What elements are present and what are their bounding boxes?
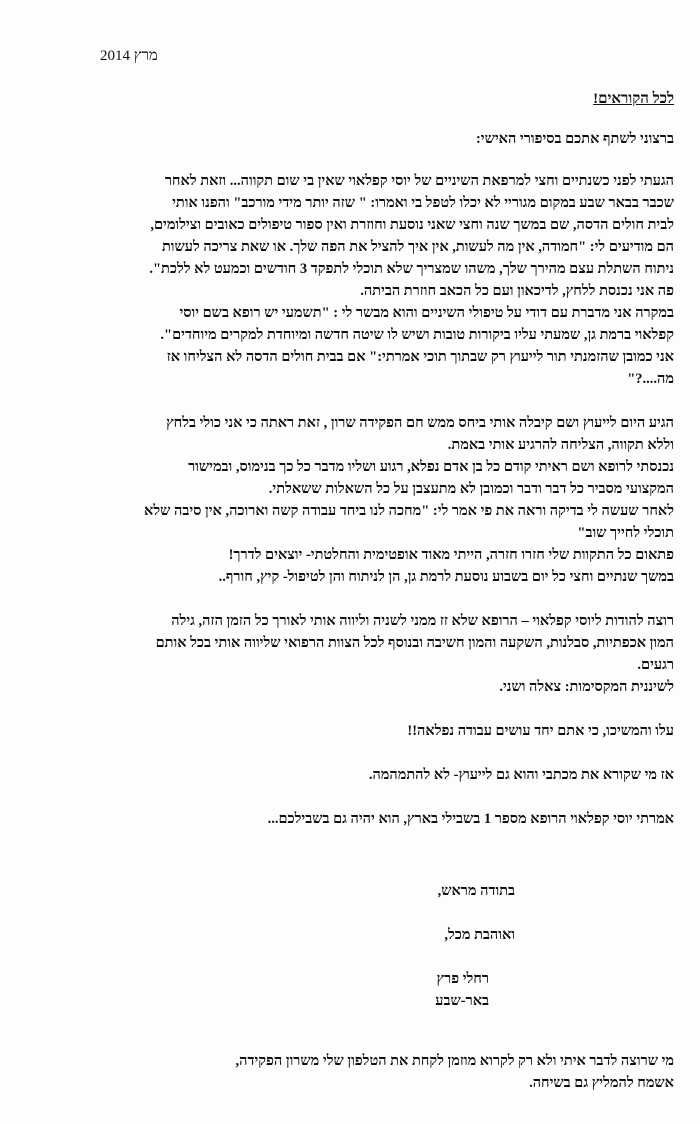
text-line: רוצה להודות ליוסי קפלאוי – הרופא שלא זז ממני לשניה וליווה אותי לאורך כל הזמן הזה, גילה — [171, 613, 674, 629]
text-line: שכבר בבאר שבע במקום מגוריי לא יכלו לטפל בי ואמרו: " שזה יותר מידי מורכב" והפנו אותי — [172, 195, 674, 211]
text-line: אני כמובן שהזמנתי תור לייעוץ רק שבתוך תוכי אמרתי:" אם בבית חולים הדסה לא הצליחו אז — [166, 349, 674, 365]
paragraph-thanks — [28, 610, 674, 698]
paragraph-consultation — [28, 412, 674, 588]
letter-intro: ברצוני לשתף אתכם בסיפורי האישי: — [475, 131, 674, 147]
text-line: תוכלי לחייך שוב" — [577, 525, 674, 541]
text-line: המון אכפתיות, סבלנות, השקעה והמון חשיבה ובנוסף לכל הצוות הרפואי שליווה אותי בכל אותם — [155, 635, 674, 651]
paragraph-encourage — [28, 720, 674, 742]
letter-body — [28, 88, 674, 852]
text-line: המקצועי מסביר כל דבר ודבר וכמובן לא מתעצבן על כל השאלות ששאלתי. — [268, 481, 674, 497]
text-line: לשיננית המקסימות: צאלה ושני. — [499, 679, 674, 695]
letter-postscript — [28, 1050, 674, 1094]
text-line: פה אני נכנסת ללחץ, לדיכאון ועם כל הכאב חוזרת הביתה. — [360, 283, 674, 299]
text-line: הגעתי לפני כשנתיים וחצי למרפאת השיניים של יוסי קפלאוי שאין בי שום תקווה... וזאת לאחר — [164, 173, 674, 189]
text-line: וללא תקווה, הצליחה להרגיע אותי באמת. — [447, 437, 674, 453]
signoff-name: רחלי פרץ — [436, 971, 489, 987]
text-line: במשך שנתיים וחצי כל יום בשבוע נוסעת לרמת גן, הן לניתוח והן לטיפול- קיץ, חורף.. — [218, 569, 674, 585]
text-line: עלו והמשיכו, כי אתם יחד עושים עבודה נפלאה!! — [407, 723, 674, 739]
letter-date: מרץ 2014 — [100, 48, 158, 64]
text-line: נכנסתי לרופא ושם ראיתי קודם כל בן אדם נפלא, רגוע ושליו מדבר כל כך בנימוס, ובמישור — [188, 459, 674, 475]
text-line: ניתוח השתלת עצם מהירך שלך, משהו שמצריך שלא תוכלי לתפקד 3 חודשים וכמעט לא ללכת". — [149, 261, 674, 277]
letter-heading: לכל הקוראים! — [593, 91, 674, 107]
text-line: אשמח להמליץ גם בשיחה. — [529, 1075, 674, 1091]
text-line: מה....?" — [627, 371, 674, 387]
text-line: אז מי שקורא את מכתבי והוא גם לייעוץ- לא להתמהמה. — [368, 767, 674, 783]
text-line: במקרה אני מדברת עם דודי על טיפולי השיניים והוא מבשר לי : "תשמעי יש רופא בשם יוסי — [179, 305, 674, 321]
signoff-thanks: בתודה מראש, — [437, 883, 515, 899]
text-line: פתאום כל התקוות שלי חזרו חזרה, הייתי מאוד אופטימית והחלטתי- יוצאים לדרך! — [228, 547, 674, 563]
text-line: מי שרוצה לדבר איתי ולא רק לקרוא מוזמן לקחת את הטלפון שלי משרון הפקידה, — [235, 1053, 674, 1069]
text-line: לאחר שעשה לי בדיקה וראה את פי אמר לי: "מחכה לנו ביחד עבודה קשה וארוכה, אין סיבה שלא — [144, 503, 674, 519]
text-line: אמרתי יוסי קפלאוי הרופא מספר 1 בשבילי בארץ, הוא יהיה גם בשבילכם... — [267, 811, 674, 827]
paragraph-advice — [28, 764, 674, 786]
text-line: קפלאוי ברמת גן, שמעתי עליו ביקורות טובות ושיש לו שיטה חדשה ומיוחדת למקרים מיוחדים". — [160, 327, 674, 343]
text-line: רגעים. — [637, 657, 674, 673]
paragraph-recommendation — [28, 808, 674, 830]
text-line: הגיע היום לייעוץ ושם קיבלה אותי ביחס ממש חם הפקידה שרון , זאת ראתה כי אני כולי בלחץ — [166, 415, 674, 431]
letter-signoff — [0, 880, 515, 1012]
text-line: לבית חולים הדסה, שם במשך שנה וחצי שאני נוסעת וחוזרת ואין ספור טיפולים כאובים וצילומים, — [150, 217, 674, 233]
text-line: הם מודיעים לי: "חמודה, אין מה לעשות, אין איך להציל את הפה שלך. או שאת צריכה לעשות — [161, 239, 674, 255]
signoff-city: באר-שבע — [435, 993, 489, 1009]
paragraph-story — [28, 170, 674, 390]
signoff-love: ואוהבת מכל, — [444, 927, 515, 943]
